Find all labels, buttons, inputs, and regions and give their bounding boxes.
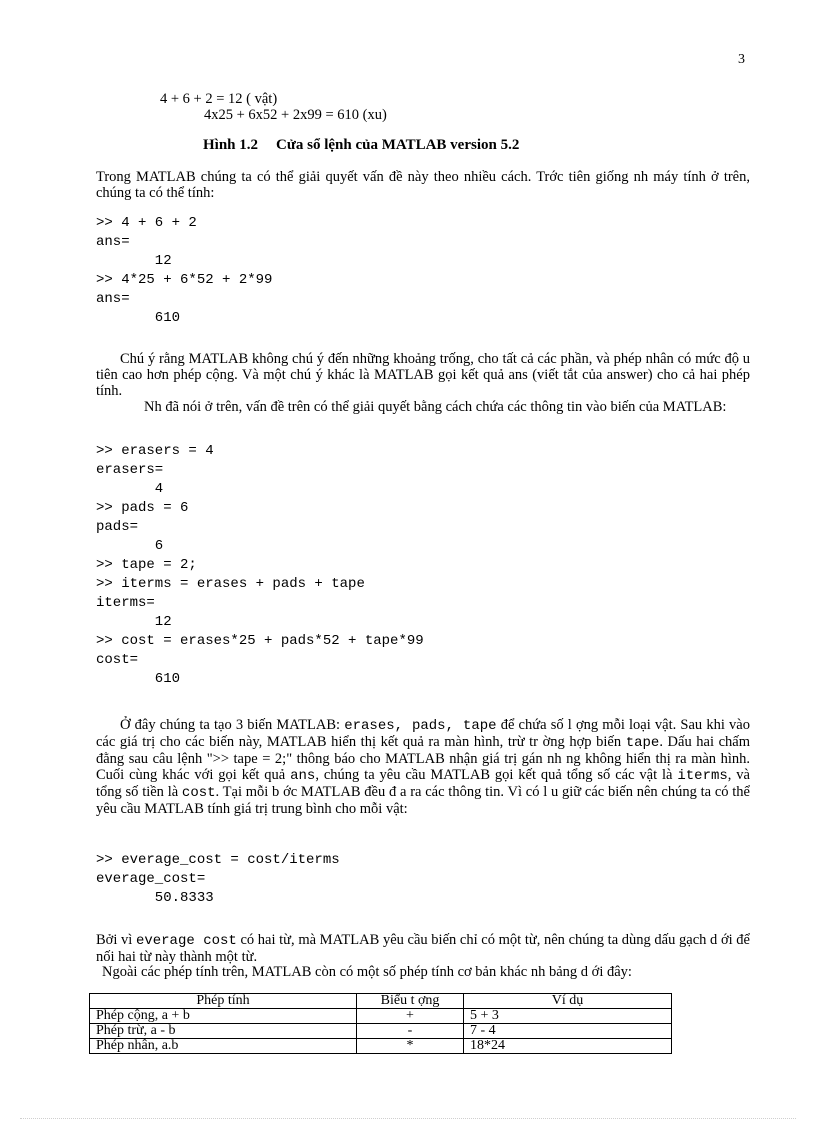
table-row [90,1039,672,1054]
paragraph-table-intro: Ngoài các phép tính trên, MATLAB còn có một số phép tính cơ bản khác nh bảng d ới đây: [102,964,632,980]
text-segment: , chúng ta yêu cầu MATLAB gọi kết quả tổng số các vật là [315,767,678,783]
paragraph-underscore-note [96,932,750,965]
table-row [90,1009,672,1024]
page-number: 3 [738,52,745,67]
paragraph-intro: Trong MATLAB chúng ta có thể giải quyết vấn đề này theo nhiều cách. Trớc tiên giống nh máy tính ở trên, chúng ta có thể tính: [96,169,750,201]
text-segment: . Tại mỗi b ớc MATLAB đều đ a ra các thông tin. Vì có l u giữ các biến nên chúng ta có thể yêu cầu MATLAB tính giá trị trung bình cho mỗi vật: [96,784,750,817]
paragraph-variables-explain [96,717,750,817]
text-segment: Bởi vì [96,932,136,948]
text-segment: , và tổng số tiền là [96,767,750,800]
header-symbol: Biểu t ợng [357,994,464,1009]
code-everage-cost: everage cost [135,933,237,949]
sum-cost-line: 4x25 + 6x52 + 2x99 = 610 (xu) [204,107,387,123]
cell-example: 7 - 4 [464,1024,672,1039]
figure-number: Hình 1.2 [203,137,259,153]
header-example: Ví dụ [464,994,672,1009]
text-segment: . Dấu hai chấm đằng sau câu lệnh ">> tape = 2;" thông báo cho MATLAB nhận giá trị gán nh ng không hiển thị ra màn hình. Cuối cùng khác với gọi kết quả [96,734,750,783]
code-variable-names: erases, pads, tape [344,718,497,734]
header-operation: Phép tính [90,994,357,1009]
code-iterms: iterms [677,768,728,784]
cell-operation: Phép nhân, a.b [90,1039,357,1054]
code-block-sums: >> 4 + 6 + 2 ans= 12 >> 4*25 + 6*52 + 2*99 ans= 610 [96,215,273,326]
table-header-row [90,994,672,1009]
cell-symbol: + [357,1009,464,1024]
cell-symbol: - [357,1024,464,1039]
paragraph-spacing-note: Chú ý rằng MATLAB không chú ý đến những khoảng trống, cho tất cả các phần, và phép nhân có mức độ u tiên cao hơn phép cộng. Và một chú ý khác là MATLAB gọi kết quả ans (viết tắt của answer) cho cả hai phép tính. [96,351,750,399]
paragraph-variables-intro: Nh đã nói ở trên, vấn đề trên có thể giải quyết bằng cách chứa các thông tin vào biến của MATLAB: [144,399,727,415]
cell-operation: Phép cộng, a + b [90,1009,357,1024]
code-tape: tape [625,735,660,751]
cell-example: 18*24 [464,1039,672,1054]
code-cost: cost [181,785,216,801]
operations-table [89,993,672,1054]
cell-example: 5 + 3 [464,1009,672,1024]
code-ans: ans [290,768,316,784]
figure-title: Cửa sổ lệnh của MATLAB version 5.2 [276,137,520,153]
cell-symbol: * [357,1039,464,1054]
code-block-variables: >> erasers = 4 erasers= 4 >> pads = 6 pads= 6 >> tape = 2; >> iterms = erases + pads + tape iterms= 12 >> cost = erases*25 + pads*52 + tape*99 cost= 610 [96,443,424,687]
table-row [90,1024,672,1039]
cell-operation: Phép trừ, a - b [90,1024,357,1039]
text-segment: có hai từ, mà MATLAB yêu cầu biến chỉ có một từ, nên chúng ta dùng dấu gạch d ới để nối hai từ này thành một từ. [96,932,750,965]
text-segment: Ở đây chúng ta tạo 3 biến MATLAB: [120,717,345,733]
sum-items-line: 4 + 6 + 2 = 12 ( vật) [160,91,278,107]
code-block-average: >> everage_cost = cost/iterms everage_cost= 50.8333 [96,852,340,906]
figure-caption [203,137,519,154]
text-segment: để chứa số l ợng mỗi loại vật. Sau khi vào các giá trị cho các biến này, MATLAB hiển thị kết quả ra màn hình, trừ tr ờng hợp biến [96,717,750,750]
page-bottom-divider [20,1118,796,1119]
